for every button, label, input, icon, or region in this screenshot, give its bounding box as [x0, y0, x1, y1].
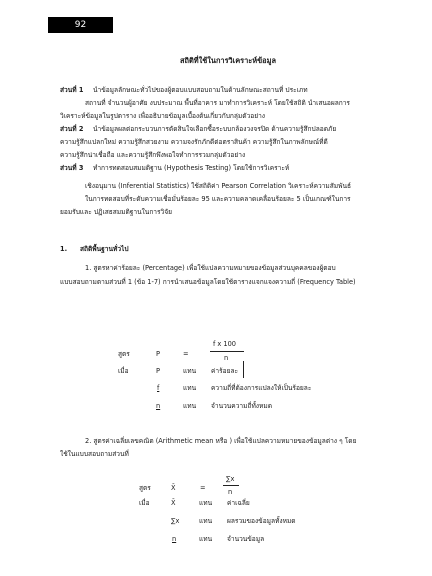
part-2-line-3: ความรู้สึกน่าเชื่อถือ และความรู้สึกพึงพอใจทำการรวมกลุ่มตัวอย่าง: [60, 151, 246, 159]
part-3-line-3: ในการทดสอบที่ระดับความเชื่อมั่นร้อยละ 95 และความคลาดเคลื่อนร้อยละ 5 เป็นเกณฑ์ในการ: [85, 195, 351, 203]
formula-1-fraction-bar: [210, 351, 244, 352]
part-3-line-2: เชิงอนุมาน (Inferential Statistics) ใช้สถิติค่า Pearson Correlation วิเคราะห์ความสัมพันธ์: [85, 182, 352, 190]
formula-2-numerator: ∑x: [226, 475, 235, 483]
formula-2-def-3-text: จำนวนข้อมูล: [227, 535, 265, 543]
formula-2-fraction-bar: [223, 485, 239, 486]
formula-1-def-2-symbol: f: [157, 384, 160, 392]
formula-1-def-2-text: ความถี่ที่ต้องการแปลงให้เป็นร้อยละ: [211, 384, 312, 392]
formula-2-def-2-means: แทน: [199, 517, 213, 525]
formula-1-def-3-text: จำนวนความถี่ทั้งหมด: [211, 402, 272, 410]
formula-2-lhs: X̄: [171, 484, 176, 492]
part-3-label: ส่วนที่ 3: [60, 164, 84, 172]
formula-1-lhs: P: [156, 350, 160, 358]
formula-1-def-1-symbol: P: [156, 367, 160, 375]
formula-1-label: สูตร: [118, 350, 130, 358]
section-number: 1.: [60, 245, 68, 253]
formula-1-def-3-symbol: n: [156, 402, 161, 410]
formula-2-def-3-means: แทน: [199, 535, 213, 543]
page-number: 92: [48, 17, 113, 33]
item-1-line-2: แบบสอบถามตามส่วนที่ 1 (ข้อ 1-7) การนำเสนอข้อมูลโดยใช้ตารางแจกแจงความถี่ (Frequency Table): [60, 278, 356, 286]
part-1-line-3: วิเคราะห์ข้อมูลในรูปตาราง เพื่ออธิบายข้อมูลเบื้องต้นเกี่ยวกับกลุ่มตัวอย่าง: [60, 112, 266, 120]
formula-1-equals: =: [183, 350, 189, 358]
section-heading: สถิติพื้นฐานทั่วไป: [80, 245, 129, 253]
page-title: สถิติที่ใช้ในการวิเคราะห์ข้อมูล: [180, 56, 277, 65]
formula-1-def-1-text: ค่าร้อยละ: [211, 367, 239, 375]
formula-2-def-2-symbol: ∑x: [171, 517, 180, 525]
item-2-line-1: 2. สูตรค่าเฉลี่ยเลขคณิต (Arithmetic mean หรือ ) เพื่อใช้แปลความหมายของข้อมูลต่าง ๆ โดย: [85, 437, 357, 445]
formula-2-def-1-text: ค่าเฉลี่ย: [227, 499, 250, 507]
formula-1-numerator: f x 100: [213, 340, 237, 348]
formula-1-def-2-means: แทน: [183, 384, 197, 392]
formula-1-when-label: เมื่อ: [118, 367, 129, 375]
formula-2-label: สูตร: [139, 484, 151, 492]
formula-2-def-1-symbol: X̄: [171, 499, 176, 507]
formula-2-denominator: n: [228, 488, 233, 496]
part-2-line-2: ความรู้สึกแปลกใหม่ ความรู้สึกสวยงาม ความจงรักภักดีต่อตราสินค้า ความรู้สึกในภาพลักษณ์ที่ดี: [60, 138, 328, 146]
formula-2-when-label: เมื่อ: [139, 499, 150, 507]
part-3-line-1: ทำการทดสอบสมมติฐาน (Hypothesis Testing) โดยใช้การวิเคราะห์: [93, 164, 290, 172]
formula-2-equals: =: [200, 484, 206, 492]
part-1-line-2: สถานที่ จำนวนผู้อาศัย งบประมาณ พื้นที่อาคาร มาทำการวิเคราะห์ โดยใช้สถิติ นำเสนอผลการ: [85, 99, 350, 107]
part-1-line-1: นำข้อมูลลักษณะทั่วไปของผู้ตอบแบบสอบถามในด้านลักษณะสถานที่ ประเภท: [93, 86, 308, 94]
formula-1-denominator: n: [224, 354, 229, 362]
formula-1-def-1-means: แทน: [183, 367, 197, 375]
text-cursor: [243, 361, 244, 378]
item-2-line-2: ใช้ในแบบสอบถามส่วนที่: [60, 450, 129, 458]
part-2-label: ส่วนที่ 2: [60, 125, 84, 133]
item-1-line-1: 1. สูตรหาค่าร้อยละ (Percentage) เพื่อใช้แปลความหมายของข้อมูลส่วนบุคคลของผู้ตอบ: [85, 264, 336, 272]
formula-2-def-2-text: ผลรวมของข้อมูลทั้งหมด: [227, 517, 296, 525]
formula-2-def-3-symbol: n: [172, 535, 177, 543]
part-1-label: ส่วนที่ 1: [60, 86, 84, 94]
part-2-line-1: นำข้อมูลผลต่อกระบวนการตัดสินใจเลือกซื้อระบบกล้องวงจรปิด ด้านความรู้สึกปลอดภัย: [93, 125, 337, 133]
formula-1-def-3-means: แทน: [183, 402, 197, 410]
formula-2-def-1-means: แทน: [199, 499, 213, 507]
part-3-line-4: ยอมรับและ ปฏิเสธสมมติฐานในการวิจัย: [60, 208, 172, 216]
